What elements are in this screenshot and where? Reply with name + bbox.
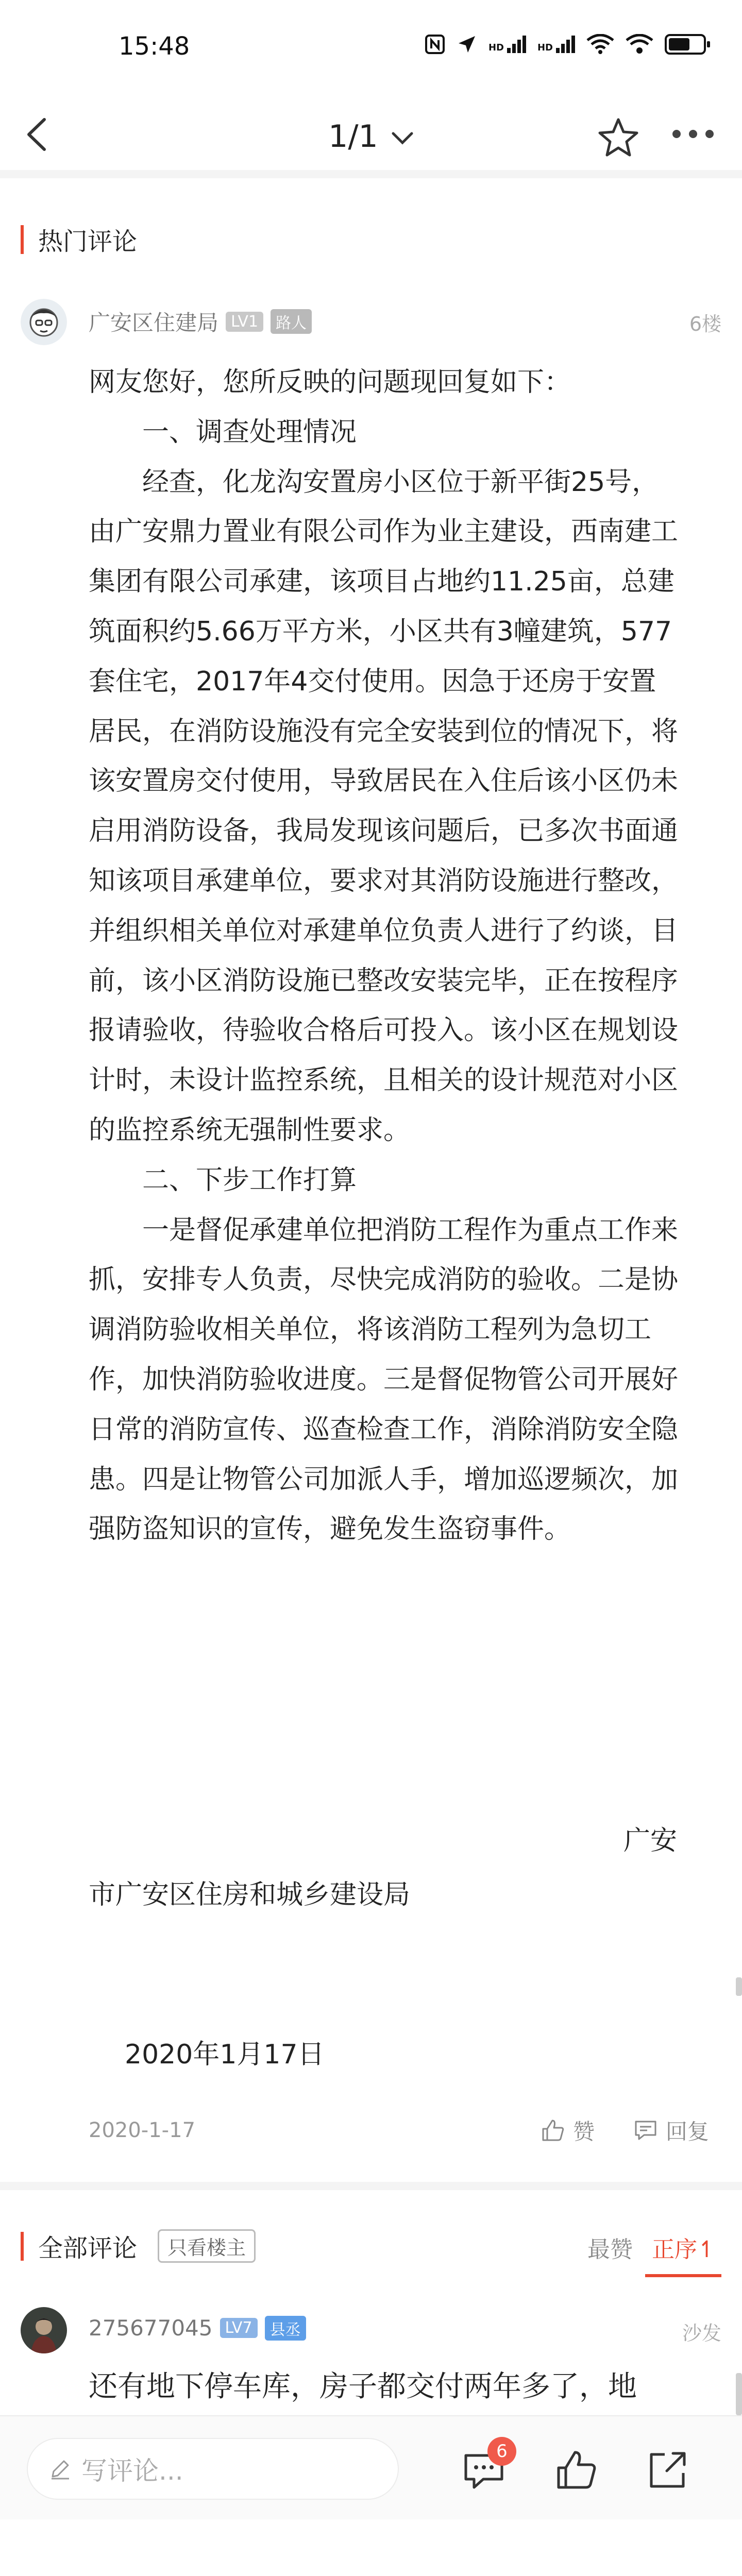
signature-date: 2020年1月17日 [125,2039,325,2070]
section-divider [0,170,742,178]
comment-input-placeholder: 写评论... [81,2456,183,2486]
scrollbar-thumb[interactable] [736,2373,742,2415]
like-label: 赞 [573,2119,595,2144]
message-count-badge: 6 [487,2437,516,2466]
chevron-down-icon [391,130,414,146]
location-icon [457,34,477,55]
navigation-gesture-area [0,2519,742,2576]
sort-chronological-tab[interactable] [652,2231,716,2264]
reply-paragraph-2: 一是督促承建单位把消防工程作为重点工作来抓，安排专人负责，尽快完成消防的验收。二是协调消防验收相关单位，将该消防工程列为急切工作，加快消防验收进度。三是督促物管公司开展好日常的消防宣传、巡查检查工作，消除消防安全隐患。四是让物管公司加派人手，增加巡逻频次，加强防盗知识的宣传，避免发生盗窃事件。 [89,1214,679,1545]
hd-signal-icon [488,36,526,53]
all-comments-header [21,2228,256,2264]
reply-label: 回复 [666,2119,710,2144]
all-comments-title: 全部评论 [38,2234,138,2263]
reply-date: 2020-1-17 [89,2119,196,2142]
only-op-filter-button[interactable]: 只看楼主 [158,2229,256,2263]
signature-line-1: 广安 [623,1825,678,1856]
like-button[interactable] [540,2115,595,2146]
comment-text: 还有地下停车库，房子都交付两年多了，地 [89,2370,637,2403]
share-icon[interactable] [644,2447,690,2494]
author-info [89,2315,306,2341]
status-bar [0,0,742,98]
scrollbar-thumb[interactable] [736,1977,742,1996]
reply-body [89,358,681,1554]
pen-icon [48,2457,72,2481]
reply-button[interactable] [633,2115,709,2146]
hd-label: HD [488,42,504,53]
hotspot-icon [626,34,653,55]
star-outline-icon[interactable] [598,116,639,158]
reply-meta [89,2110,721,2151]
sort-most-liked-tab[interactable]: 最赞 [587,2236,633,2263]
active-tab-indicator [645,2274,721,2277]
hd-signal-icon [537,36,575,53]
comment-input[interactable] [27,2438,399,2500]
floor-number: 6楼 [689,313,721,335]
accent-bar [21,225,24,254]
hd-label: HD [537,42,553,53]
reply-heading-1: 一、调查处理情况 [142,416,357,448]
page-indicator-label: 1/1 [328,118,378,155]
author-name[interactable]: 275677045 [89,2315,213,2341]
sort-chronological-label: 正序 [652,2236,698,2263]
thumbs-up-icon [540,2117,566,2143]
author-info [89,306,312,337]
reply-bubble-icon [633,2117,659,2143]
floor-number: 沙发 [682,2322,721,2345]
reply-heading-2: 二、下步工作打算 [142,1164,357,1196]
battery-icon [665,34,706,55]
avatar[interactable] [21,2307,67,2353]
status-time: 15:48 [119,32,190,61]
hot-comments-header [21,222,137,257]
top-nav-bar [0,98,742,170]
bottom-action-bar [0,2415,742,2519]
level-badge: LV1 [226,312,263,332]
wifi-icon [586,34,614,55]
author-name[interactable]: 广安区住建局 [89,310,219,335]
thumbs-up-icon[interactable] [553,2447,600,2494]
status-icons [425,34,706,55]
reply-paragraph-1: 经查，化龙沟安置房小区位于新平街25号，由广安鼎力置业有限公司作为业主建设，西南建工集团有限公司承建，该项目占地约11.25亩，总建筑面积约5.66万平方米，小区共有3幢建筑，577套住宅，2017年4交付使用。因急于还房于安置居民，在消防设施没有完全安装到位的情况下，将该安置房交付使用，导致居民在入住后该小区仍未启用消防设备，我局发现该问题后，已多次书面通知该项目承建单位，要求对其消防设施进行整改，并组织相关单位对承建单位负责人进行了约谈，目前，该小区消防设施已整改安装完毕，正在按程序报请验收，待验收合格后可投入。该小区在规划设计时，未设计监控系统，且相关的设计规范对小区的监控系统无强制性要求。 [89,466,679,1146]
level-badge: LV7 [220,2318,258,2338]
accent-bar [21,2232,24,2261]
hot-comments-title: 热门评论 [38,227,138,256]
reply-greeting: 网友您好，您所反映的问题现回复如下： [89,367,571,398]
signature-line-2: 市广安区住房和城乡建设局 [89,1879,411,1910]
nfc-icon [425,34,445,55]
section-divider [0,2182,742,2190]
sort-arrow-icon: ↿ [697,2236,716,2263]
avatar[interactable] [21,299,67,345]
more-dots-icon[interactable] [665,118,721,149]
role-badge: 县丞 [265,2316,306,2341]
role-badge: 路人 [271,309,312,334]
